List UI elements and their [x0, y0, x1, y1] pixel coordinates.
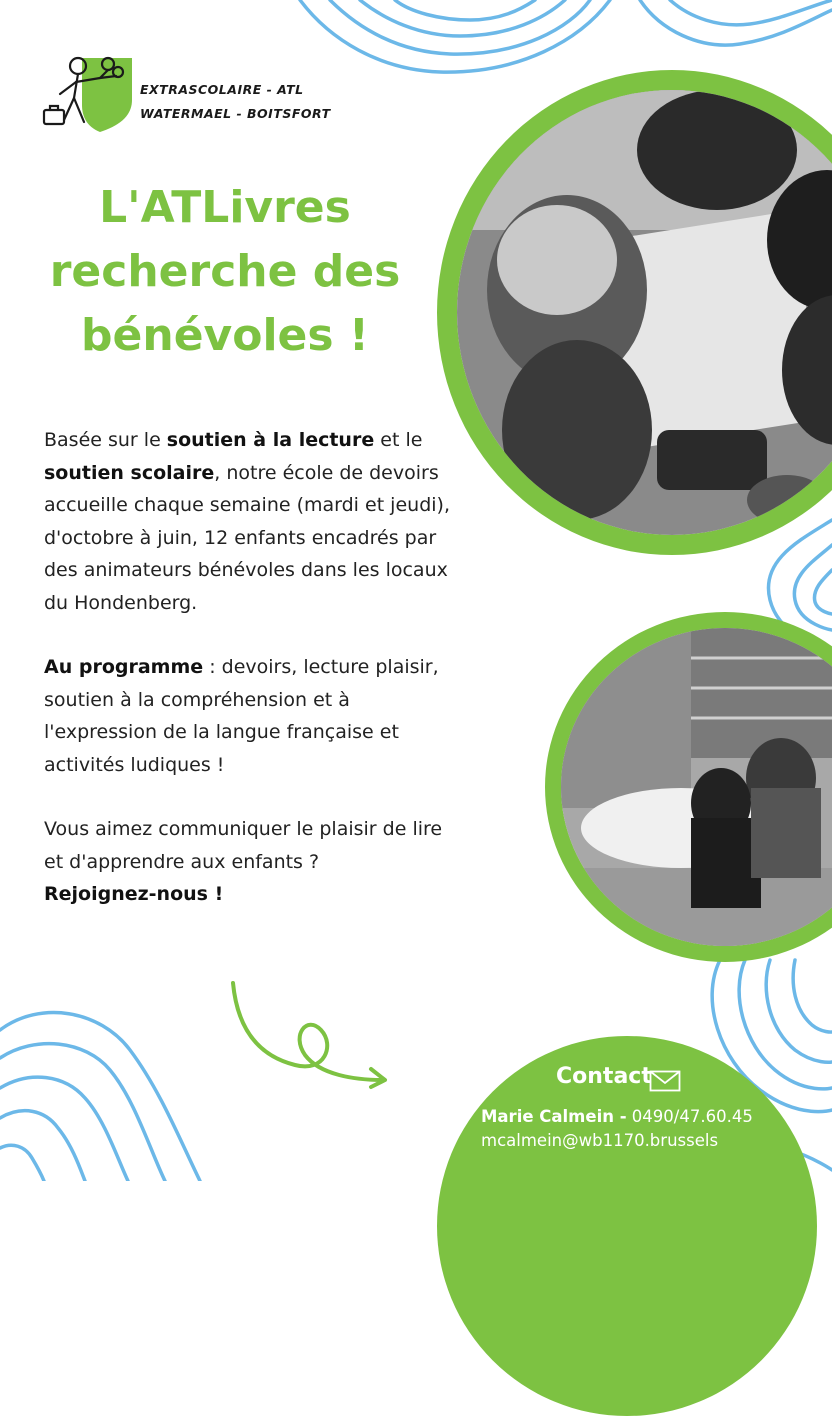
page-title — [30, 176, 420, 368]
envelope-icon — [649, 1070, 681, 1092]
logo-text — [140, 78, 331, 126]
paragraph-description — [44, 424, 454, 619]
contact-name: Marie Calmein - — [481, 1107, 627, 1126]
paragraph-program — [44, 651, 454, 781]
contact-phone[interactable]: 0490/47.60.45 — [626, 1107, 753, 1126]
bold-join-us: Rejoignez-nous ! — [44, 883, 224, 905]
paragraph-call-to-action — [44, 813, 454, 911]
title-line-2: recherche des — [49, 246, 401, 297]
contact-circle — [437, 1036, 817, 1416]
bold-school-support: soutien scolaire — [44, 461, 215, 484]
contact-title: Contact — [556, 1064, 652, 1089]
logo-line-2: WATERMAEL - BOITSFORT — [140, 106, 331, 121]
photo-children-reading — [437, 70, 832, 555]
child-with-balloons-icon — [42, 50, 137, 135]
bold-reading-support: soutien à la lecture — [166, 429, 375, 451]
logo-line-1: EXTRASCOLAIRE - ATL — [140, 82, 304, 97]
bold-program: Au programme — [44, 656, 204, 678]
title-line-1: L'ATLivres — [99, 182, 351, 233]
photo-library-table — [545, 612, 832, 962]
text-segment: et le — [374, 429, 423, 451]
curly-arrow-decoration — [225, 975, 395, 1090]
organization-logo — [42, 50, 331, 140]
contact-email[interactable]: mcalmein@wb1170.brussels — [481, 1131, 719, 1150]
title-line-3: bénévoles ! — [81, 310, 369, 361]
photo-placeholder-1 — [457, 90, 832, 535]
contact-name-phone — [481, 1107, 753, 1126]
text-segment: Basée sur le — [44, 429, 167, 451]
text-segment: : devoirs, lecture plaisir, soutien à la compréhension et à l'expression de la langue française et activités ludiques ! — [44, 656, 439, 776]
body-text — [44, 424, 454, 943]
photo-placeholder-2 — [561, 628, 832, 946]
text-segment: Vous aimez communiquer le plaisir de lire et d'apprendre aux enfants ? — [44, 818, 443, 873]
text-segment: , notre école de devoirs accueille chaque semaine (mardi et jeudi), d'octobre à juin, 12 enfants encadrés par des animateurs bénévoles dans les locaux du Hondenberg. — [44, 461, 450, 614]
